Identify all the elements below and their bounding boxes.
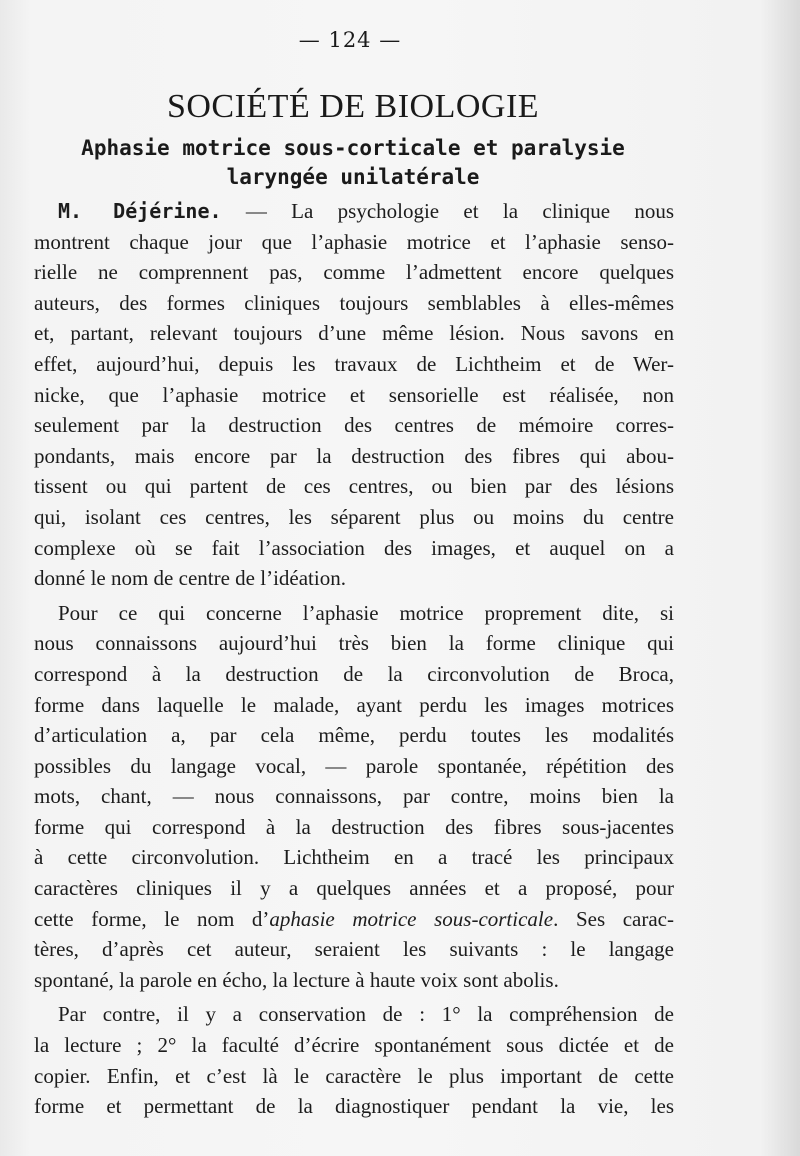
text-line: correspond à la destruction de la circonvolution de Broca, — [34, 661, 674, 686]
article-body — [34, 196, 674, 1126]
text-line: montrent chaque jour que l’aphasie motrice et l’aphasie senso- — [34, 229, 674, 254]
article-title — [38, 134, 668, 192]
article-title-line-1: Aphasie motrice sous-corticale et paralysie — [81, 136, 625, 160]
text-line: d’articulation a, par cela même, perdu toutes les modalités — [34, 723, 674, 748]
paragraph-2 — [34, 598, 674, 996]
text-line: la lecture ; 2° la faculté d’écrire spontanément sous dictée et de — [34, 1033, 674, 1058]
article-title-line-2: laryngée unilatérale — [226, 165, 480, 189]
text-line: mots, chant, — nous connaissons, par contre, moins bien la — [34, 784, 674, 809]
text-line: forme dans laquelle le malade, ayant perdu les images motrices — [34, 692, 674, 717]
paragraph-1 — [34, 196, 674, 594]
text-line: auteurs, des formes cliniques toujours semblables à elles-mêmes — [34, 290, 674, 315]
text-line: effet, aujourd’hui, depuis les travaux de Lichtheim et de Wer- — [34, 351, 674, 376]
text-line: pondants, mais encore par la destruction des fibres qui abou- — [34, 443, 674, 468]
text-line: nous connaissons aujourd’hui très bien la forme clinique qui — [34, 631, 674, 656]
text-line: Pour ce qui concerne l’aphasie motrice proprement dite, si — [58, 600, 674, 625]
author-name: M. Déjérine. — [58, 199, 222, 223]
text-line: caractères cliniques il y a quelques années et a proposé, pour — [34, 876, 674, 901]
text-line: rielle ne comprennent pas, comme l’admettent encore quelques — [34, 260, 674, 285]
text-line: à cette circonvolution. Lichtheim en a tracé les principaux — [34, 845, 674, 870]
page-number: — 124 — — [298, 28, 402, 52]
paragraph-3 — [34, 999, 674, 1121]
text-line: M. Déjérine. — La psychologie et la clinique nous — [58, 199, 674, 223]
text-line: seulement par la destruction des centres de mémoire corres- — [34, 413, 674, 438]
text-line: possibles du langage vocal, — parole spontanée, répétition des — [34, 753, 674, 778]
text-line: qui, isolant ces centres, les séparent plus ou moins du centre — [34, 504, 674, 529]
text-line: tissent ou qui partent de ces centres, ou bien par des lésions — [34, 474, 674, 499]
text-line: complexe où se fait l’association des images, et auquel on a — [34, 535, 674, 560]
text-line: forme et permettant de la diagnostiquer pendant la vie, les — [34, 1094, 674, 1119]
text-line: donné le nom de centre de l’idéation. — [34, 566, 346, 591]
text-line: et, partant, relevant toujours d’une même lésion. Nous savons en — [34, 321, 674, 346]
text-line: nicke, que l’aphasie motrice et sensorielle est réalisée, non — [34, 382, 674, 407]
society-heading: SOCIÉTÉ DE BIOLOGIE — [166, 88, 540, 125]
text-line: copier. Enfin, et c’est là le caractère le plus important de cette — [34, 1063, 674, 1088]
italic-term: aphasie motrice sous-corticale — [269, 906, 554, 931]
text-line: forme qui correspond à la destruction des fibres sous-jacentes — [34, 814, 674, 839]
text-line: tères, d’après cet auteur, seraient les suivants : le langage — [34, 937, 674, 962]
text-line: Par contre, il y a conservation de : 1° la compréhension de — [58, 1002, 674, 1027]
text-line: cette forme, le nom d’aphasie motrice sous-corticale. Ses carac- — [34, 906, 674, 931]
text-line: spontané, la parole en écho, la lecture à haute voix sont abolis. — [34, 967, 559, 992]
